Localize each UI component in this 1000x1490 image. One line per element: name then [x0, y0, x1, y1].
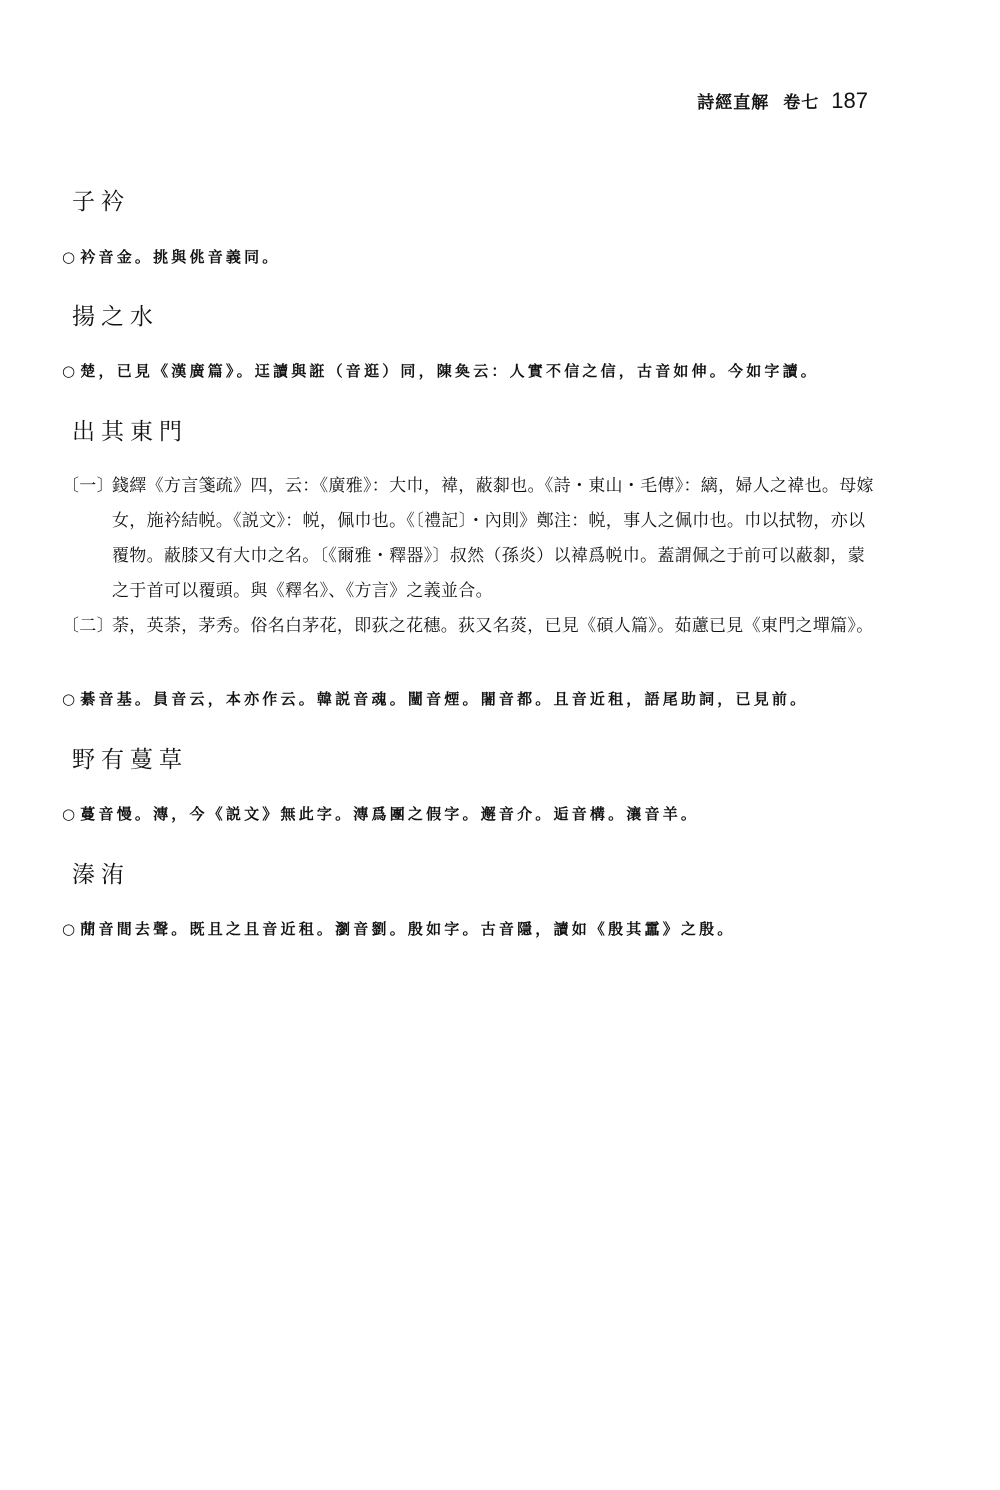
note-marker: ○ — [62, 362, 79, 380]
note-marker: ○ — [62, 248, 79, 266]
note-marker: ○ — [62, 805, 79, 823]
note-text: 蔓音慢。漙，今《説文》無此字。漙爲團之假字。邂音介。逅音構。瀼音羊。 — [80, 805, 700, 823]
annotation-marker: 〔一〕 — [62, 476, 114, 496]
annotation-marker: 〔二〕 — [62, 616, 114, 636]
note-text: 衿音金。挑與佻音義同。 — [80, 248, 281, 266]
poem-title-chuqidongmen: 出其東門 — [72, 419, 188, 445]
note-text: 楚，已見《漢廣篇》。迋讀與誑（音逛）同，陳奐云：人實不信之信，古音如伸。今如字讀。 — [80, 362, 820, 380]
note-yeyoumancao — [62, 803, 699, 824]
running-head — [697, 88, 868, 114]
poem-title-zhenwei: 溱洧 — [72, 862, 130, 888]
book-title: 詩經直解 — [697, 93, 770, 113]
note-chuqidongmen — [62, 688, 808, 709]
note-zhenwei — [62, 918, 736, 939]
annotation-text: 荼，英荼，茅秀。俗名白茅花，即荻之花穗。荻又名菼，已見《碩人篇》。茹藘已見《東門之墠篇》。 — [112, 616, 874, 636]
annotation-2 — [62, 609, 882, 644]
poem-title-yeyoumancao: 野有蔓草 — [72, 747, 188, 773]
note-yangzhishui — [62, 360, 819, 381]
annotation-1 — [62, 469, 882, 609]
annotation-text: 錢繹《方言箋疏》四，云：《廣雅》：大巾，褘，蔽厀也。《詩・東山・毛傳》：縭，婦人之褘也。母嫁女，施衿結帨。《説文》：帨，佩巾也。《〔禮記〕・內則》鄭注：帨，事人之佩巾也。巾以拭物，亦以覆物。蔽膝又有大巾之名。〔《爾雅・釋器》〕叔然（孫炎）以褘爲帨巾。蓋謂佩之于前可以蔽厀，蒙之于首可以覆頭。與《釋名》、《方言》之義並合。 — [112, 476, 874, 601]
poem-title-zijin: 子衿 — [72, 189, 130, 215]
note-zijin — [62, 246, 281, 267]
note-text: 綦音基。員音云，本亦作云。韓説音魂。闉音煙。闍音都。且音近租，語尾助詞，已見前。 — [80, 690, 809, 708]
note-marker: ○ — [62, 690, 79, 708]
note-text: 蕑音間去聲。既且之且音近租。瀏音劉。殷如字。古音隱，讀如《殷其靁》之殷。 — [80, 920, 736, 938]
volume-label: 卷七 — [783, 93, 820, 113]
poem-title-yangzhishui: 揚之水 — [72, 304, 159, 330]
page-number: 187 — [831, 88, 868, 113]
note-marker: ○ — [62, 920, 79, 938]
